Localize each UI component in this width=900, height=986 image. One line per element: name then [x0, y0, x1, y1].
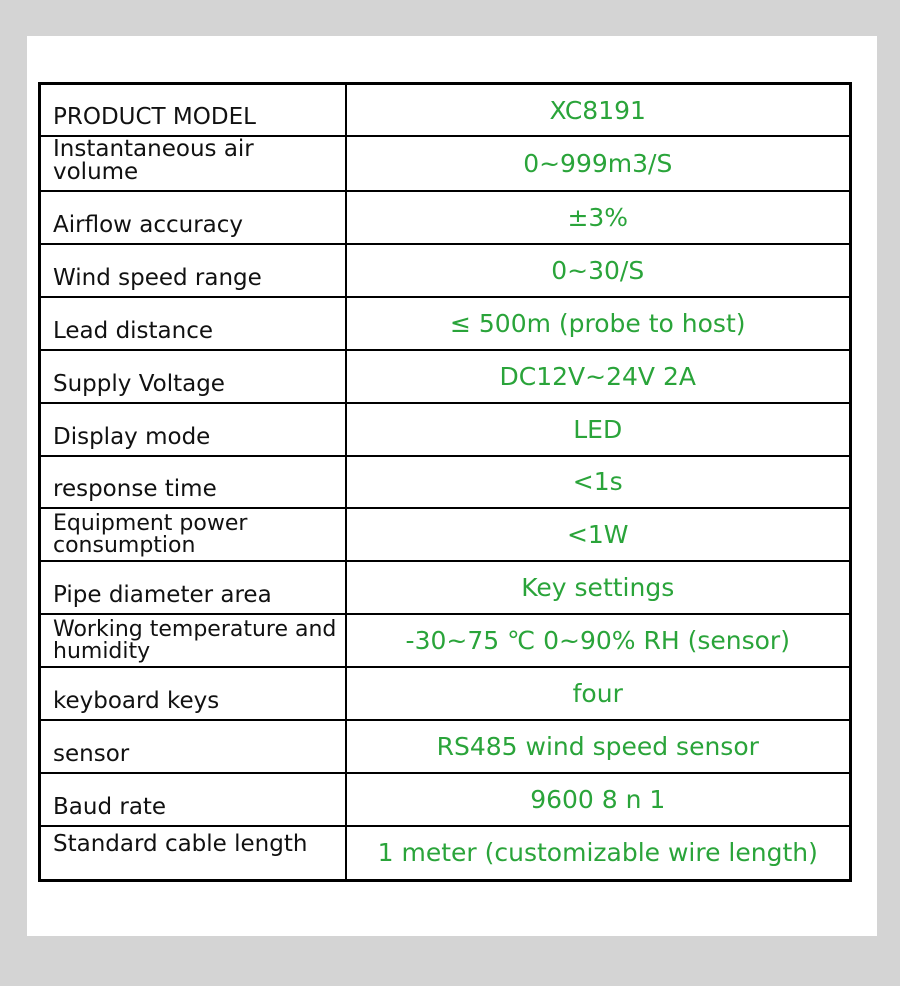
spec-value-response-time: <1s: [346, 456, 851, 509]
table-row: [40, 403, 851, 456]
spec-label-airflow-accuracy: Airflow accuracy: [40, 191, 346, 244]
spec-label-equipment-power-consumption: Equipment power consumption: [40, 508, 346, 561]
table-row: [40, 84, 851, 137]
table-row: [40, 136, 851, 191]
table-row: [40, 667, 851, 720]
spec-label-lead-distance: Lead distance: [40, 297, 346, 350]
spec-label-pipe-diameter-area: Pipe diameter area: [40, 561, 346, 614]
table-row: [40, 297, 851, 350]
table-row: [40, 561, 851, 614]
spec-label-display-mode: Display mode: [40, 403, 346, 456]
table-row: [40, 773, 851, 826]
spec-label-product-model: PRODUCT MODEL: [40, 84, 346, 137]
spec-value-supply-voltage: DC12V~24V 2A: [346, 350, 851, 403]
spec-value-equipment-power-consumption: <1W: [346, 508, 851, 561]
table-row: [40, 614, 851, 667]
spec-label-response-time: response time: [40, 456, 346, 509]
table-row: [40, 508, 851, 561]
spec-label-standard-cable-length: Standard cable length: [40, 826, 346, 881]
table-row: [40, 826, 851, 881]
table-row: [40, 456, 851, 509]
table-row: [40, 244, 851, 297]
spec-value-baud-rate: 9600 8 n 1: [346, 773, 851, 826]
spec-label-sensor: sensor: [40, 720, 346, 773]
spec-value-display-mode: LED: [346, 403, 851, 456]
spec-value-product-model: XC8191: [346, 84, 851, 137]
spec-label-supply-voltage: Supply Voltage: [40, 350, 346, 403]
spec-value-standard-cable-length: 1 meter (customizable wire length): [346, 826, 851, 881]
spec-value-pipe-diameter-area: Key settings: [346, 561, 851, 614]
spec-value-keyboard-keys: four: [346, 667, 851, 720]
spec-label-baud-rate: Baud rate: [40, 773, 346, 826]
spec-value-sensor: RS485 wind speed sensor: [346, 720, 851, 773]
spec-label-wind-speed-range: Wind speed range: [40, 244, 346, 297]
spec-label-keyboard-keys: keyboard keys: [40, 667, 346, 720]
spec-value-lead-distance: ≤ 500m (probe to host): [346, 297, 851, 350]
spec-value-airflow-accuracy: ±3%: [346, 191, 851, 244]
table-row: [40, 191, 851, 244]
spec-label-working-temperature-and-humidity: Working temperature and humidity: [40, 614, 346, 667]
spec-label-instantaneous-air-volume: Instantaneous air volume: [40, 136, 346, 191]
spec-value-wind-speed-range: 0~30/S: [346, 244, 851, 297]
table-row: [40, 350, 851, 403]
spec-value-working-temperature-and-humidity: -30~75 ℃ 0~90% RH (sensor): [346, 614, 851, 667]
spec-value-instantaneous-air-volume: 0~999m3/S: [346, 136, 851, 191]
table-row: [40, 720, 851, 773]
specification-table: [38, 82, 852, 882]
